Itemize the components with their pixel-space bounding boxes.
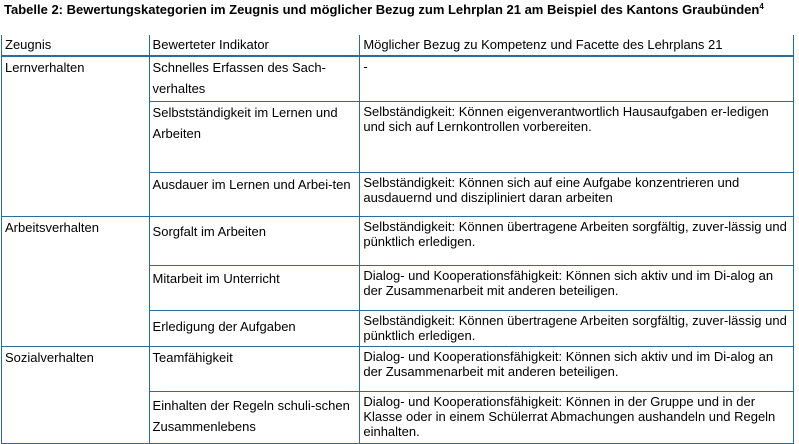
table-row (2, 347, 794, 392)
indicator-cell: Selbstständigkeit im Lernen und Arbeiten (149, 102, 360, 173)
table-row (2, 217, 794, 266)
indicator-cell: Sorgfalt im Arbeiten (149, 217, 360, 266)
assessment-table (1, 35, 794, 444)
category-cell: Sozialverhalten (2, 347, 150, 444)
category-cell: Arbeitsverhalten (2, 217, 150, 347)
reference-cell: - (360, 56, 794, 102)
reference-cell: Selbständigkeit: Können übertragene Arbeiten sorgfältig, zuver-lässig und pünktlich erledigen. (360, 311, 794, 347)
indicator-cell: Mitarbeit im Unterricht (149, 266, 360, 311)
table-caption (4, 2, 794, 17)
category-cell: Lernverhalten (2, 56, 150, 217)
header-bezug: Möglicher Bezug zu Kompetenz und Facette des Lehrplans 21 (360, 35, 794, 56)
header-zeugnis: Zeugnis (2, 35, 150, 56)
header-indikator: Bewerteter Indikator (149, 35, 360, 56)
reference-cell: Selbständigkeit: Können sich auf eine Aufgabe konzentrieren und ausdauernd und diszipliniert daran arbeiten (360, 173, 794, 217)
reference-cell: Dialog- und Kooperationsfähigkeit: Können sich aktiv und im Di-alog an der Zusammenarbeit mit anderen beteiligen. (360, 347, 794, 392)
caption-text: Tabelle 2: Bewertungskategorien im Zeugnis und möglicher Bezug zum Lehrplan 21 am Beispiel des Kantons Graubünden (4, 2, 760, 17)
indicator-cell: Einhalten der Regeln schuli-schen Zusammenlebens (149, 392, 360, 444)
reference-cell: Selbständigkeit: Können übertragene Arbeiten sorgfältig, zuver-lässig und pünktlich erledigen. (360, 217, 794, 266)
indicator-cell: Erledigung der Aufgaben (149, 311, 360, 347)
reference-cell: Dialog- und Kooperationsfähigkeit: Können sich aktiv und im Di-alog an der Zusammenarbeit mit anderen beteiligen. (360, 266, 794, 311)
indicator-cell: Schnelles Erfassen des Sach-verhaltes (149, 56, 360, 102)
footnote-marker: 4 (759, 2, 764, 11)
reference-cell: Selbständigkeit: Können eigenverantwortlich Hausaufgaben er-ledigen und sich auf Lernkontrollen vorbereiten. (360, 102, 794, 173)
reference-cell: Dialog- und Kooperationsfähigkeit: Können in der Gruppe und in der Klasse oder in einem Schülerrat Abmachungen aushandeln und Regeln einhalten. (360, 392, 794, 444)
indicator-cell: Ausdauer im Lernen und Arbei-ten (149, 173, 360, 217)
indicator-cell: Teamfähigkeit (149, 347, 360, 392)
table-header-row (2, 35, 794, 56)
table-row (2, 56, 794, 102)
